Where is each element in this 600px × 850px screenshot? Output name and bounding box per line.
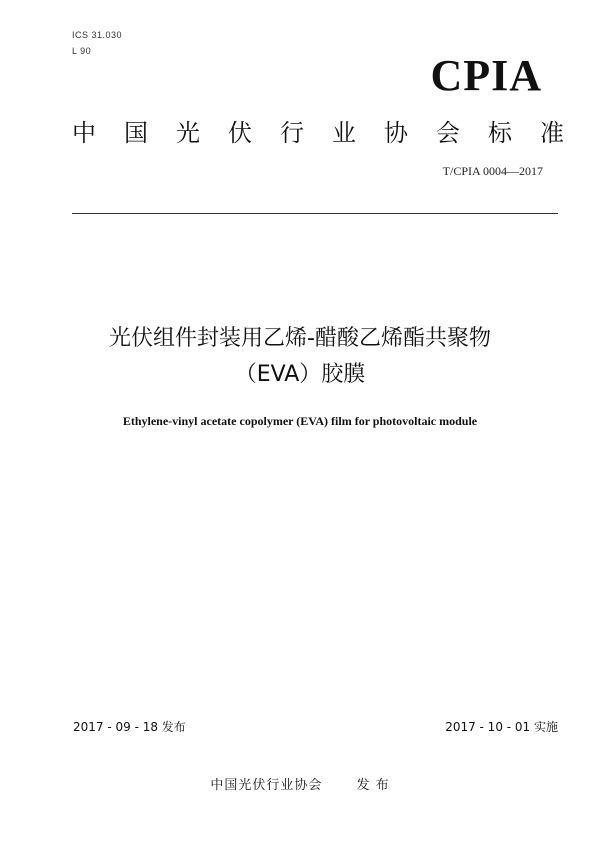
standard-number: T/CPIA 0004—2017 [442, 164, 543, 178]
issue-date: 2017 - 09 - 18 发布 [73, 720, 186, 734]
heading-char: 会 [436, 119, 460, 147]
heading-char: 光 [176, 119, 200, 147]
publisher-action: 发 布 [356, 778, 390, 793]
ccs-code: L 90 [72, 46, 92, 56]
organization-standard-heading [72, 113, 564, 148]
cpia-logo: CPIA [430, 51, 542, 100]
heading-char: 行 [280, 119, 304, 147]
heading-char: 标 [488, 119, 512, 147]
ics-code: ICS 31.030 [72, 30, 123, 40]
title-line-2: （EVA）胶膜 [234, 362, 366, 387]
header-divider [72, 213, 558, 214]
implementation-date: 2017 - 10 - 01 实施 [445, 720, 558, 734]
heading-char: 准 [540, 119, 564, 147]
publisher-line [0, 774, 600, 793]
title-line-1: 光伏组件封装用乙烯-醋酸乙烯酯共聚物 [109, 326, 491, 351]
heading-char: 协 [384, 119, 408, 147]
heading-char: 业 [332, 119, 356, 147]
heading-char: 伏 [228, 119, 252, 147]
heading-char: 国 [124, 119, 148, 147]
heading-char: 中 [72, 119, 96, 147]
english-title: Ethylene-vinyl acetate copolymer (EVA) film for photovoltaic module [122, 414, 478, 428]
publisher-name: 中国光伏行业协会 [210, 778, 323, 793]
